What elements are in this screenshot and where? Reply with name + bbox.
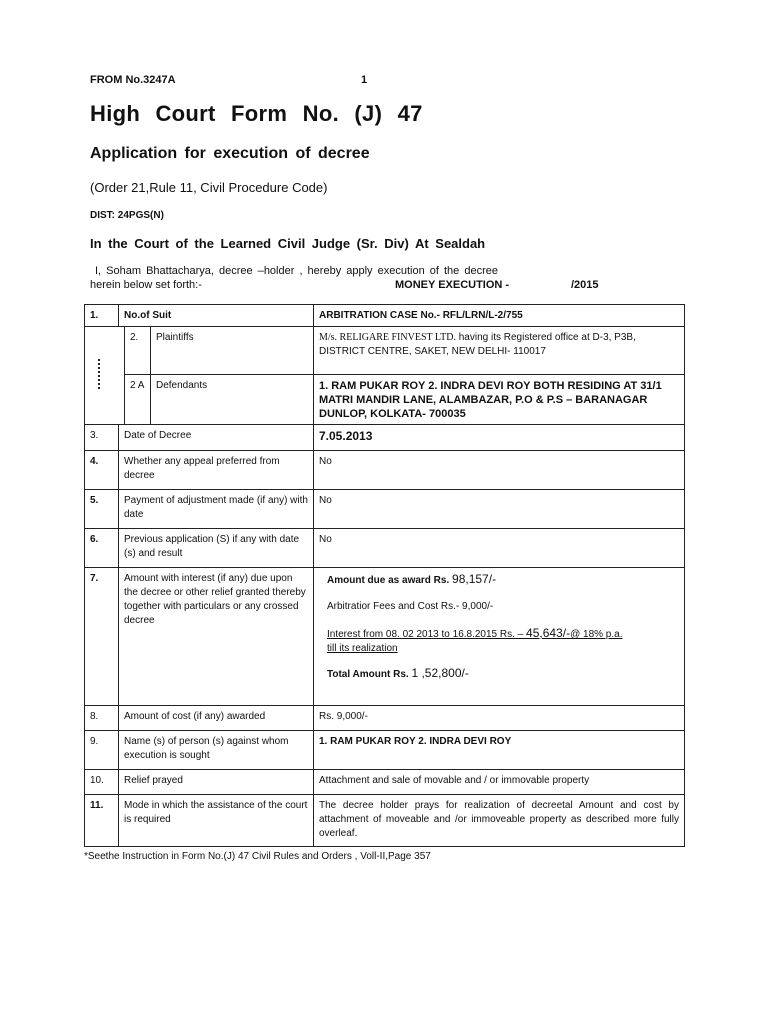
row-label: Amount of cost (if any) awarded [119, 706, 314, 731]
order-reference: (Order 21,Rule 11, Civil Procedure Code) [90, 180, 328, 195]
row-number: 2 A [125, 375, 151, 425]
table-row [85, 490, 685, 529]
intro-line-2: herein below set forth:- [90, 279, 202, 291]
form-title: High Court Form No. (J) 47 [90, 101, 423, 126]
fees-line: Arbitratior Fees and Cost Rs.- 9,000/- [327, 601, 494, 612]
interest-suffix: @ 18% p.a. [570, 629, 623, 640]
table-row [85, 327, 685, 375]
table-row [85, 451, 685, 490]
table-row [85, 529, 685, 568]
plaintiff-name: M/s. RELIGARE FINVEST LTD. [319, 332, 456, 343]
table-row [85, 568, 685, 706]
row-label: Relief prayed [119, 770, 314, 795]
execution-label: MONEY EXECUTION - [395, 279, 510, 291]
row-label: No.of Suit [119, 305, 314, 327]
form-number: FROM No.3247A [90, 74, 176, 86]
court-heading: In the Court of the Learned Civil Judge (Sr. Div) At Sealdah [90, 236, 486, 251]
row-number: 3. [85, 425, 119, 451]
row-value: No [314, 529, 685, 568]
interest-line-2: till its realization [327, 643, 398, 654]
row-number: 6. [85, 529, 119, 568]
row-number: 8. [85, 706, 119, 731]
page-number: 1 [361, 74, 368, 86]
form-subtitle: Application for execution of decree [90, 145, 370, 162]
row-value: The decree holder prays for realization of decreetal Amount and cost by attachment of moveable and /or immoveable property as described more fully overleaf. [314, 795, 685, 847]
table-row [85, 795, 685, 847]
row-label: Whether any appeal preferred from decree [119, 451, 314, 490]
table-row [85, 770, 685, 795]
award-amount: 98,157/- [452, 572, 497, 586]
vertical-marks [98, 359, 104, 389]
intro-line-1: I, Soham Bhattacharya, decree –holder , hereby apply execution of the decree [95, 265, 498, 277]
district: DIST: 24PGS(N) [90, 210, 164, 221]
table-row [85, 425, 685, 451]
row-label: Mode in which the assistance of the court is required [119, 795, 314, 847]
award-label: Amount due as award Rs. [327, 575, 450, 586]
row-number: 1. [85, 305, 119, 327]
row-number: 9. [85, 731, 119, 770]
total-line [327, 666, 679, 682]
row-value: No [314, 451, 685, 490]
row-label: Amount with interest (if any) due upon the decree or other relief granted thereby together with particulars or any crossed decree [119, 568, 314, 706]
row-value [314, 568, 685, 706]
row-value: 1. RAM PUKAR ROY 2. INDRA DEVI ROY BOTH RESIDING AT 31/1 MATRI MANDIR LANE, ALAMBAZAR, P.O & P.S – BARANAGAR DUNLOP, KOLKATA- 700035 [314, 375, 685, 425]
decree-table [84, 304, 685, 847]
total-amount: 1 ,52,800/- [411, 666, 469, 680]
row-label: Previous application (S) if any with date (s) and result [119, 529, 314, 568]
row-value: ARBITRATION CASE No.- RFL/LRN/L-2/755 [314, 305, 685, 327]
row-value: Attachment and sale of movable and / or immovable property [314, 770, 685, 795]
row-value: No [314, 490, 685, 529]
row-label: Defendants [151, 375, 314, 425]
row-number: 11. [85, 795, 119, 847]
award-line [327, 572, 679, 588]
table-row [85, 375, 685, 425]
plaintiff-address: having its Registered office at D-3, P3B, DISTRICT CENTRE, SAKET, NEW DELHI- 110017 [319, 332, 636, 357]
side-margin-cell [85, 327, 125, 425]
row-label: Payment of adjustment made (if any) with date [119, 490, 314, 529]
row-number: 5. [85, 490, 119, 529]
row-value: 1. RAM PUKAR ROY 2. INDRA DEVI ROY [314, 731, 685, 770]
table-row [85, 731, 685, 770]
row-number: 10. [85, 770, 119, 795]
total-label: Total Amount Rs. [327, 669, 409, 680]
row-label: Plaintiffs [151, 327, 314, 375]
table-row [85, 706, 685, 731]
row-value: Rs. 9,000/- [314, 706, 685, 731]
interest-amount: 45,643/- [526, 626, 571, 640]
row-value: 7.05.2013 [314, 425, 685, 451]
execution-year: /2015 [571, 279, 599, 291]
row-number: 7. [85, 568, 119, 706]
interest-line [327, 626, 679, 656]
row-label: Name (s) of person (s) against whom execution is sought [119, 731, 314, 770]
table-row [85, 305, 685, 327]
interest-prefix: Interest from 08. 02 2013 to 16.8.2015 Rs. – [327, 629, 524, 640]
row-number: 2. [125, 327, 151, 375]
footnote: *Seethe Instruction in Form No.(J) 47 Civil Rules and Orders , Voll-II,Page 357 [84, 851, 431, 862]
row-number: 4. [85, 451, 119, 490]
row-label: Date of Decree [119, 425, 314, 451]
row-value [314, 327, 685, 375]
